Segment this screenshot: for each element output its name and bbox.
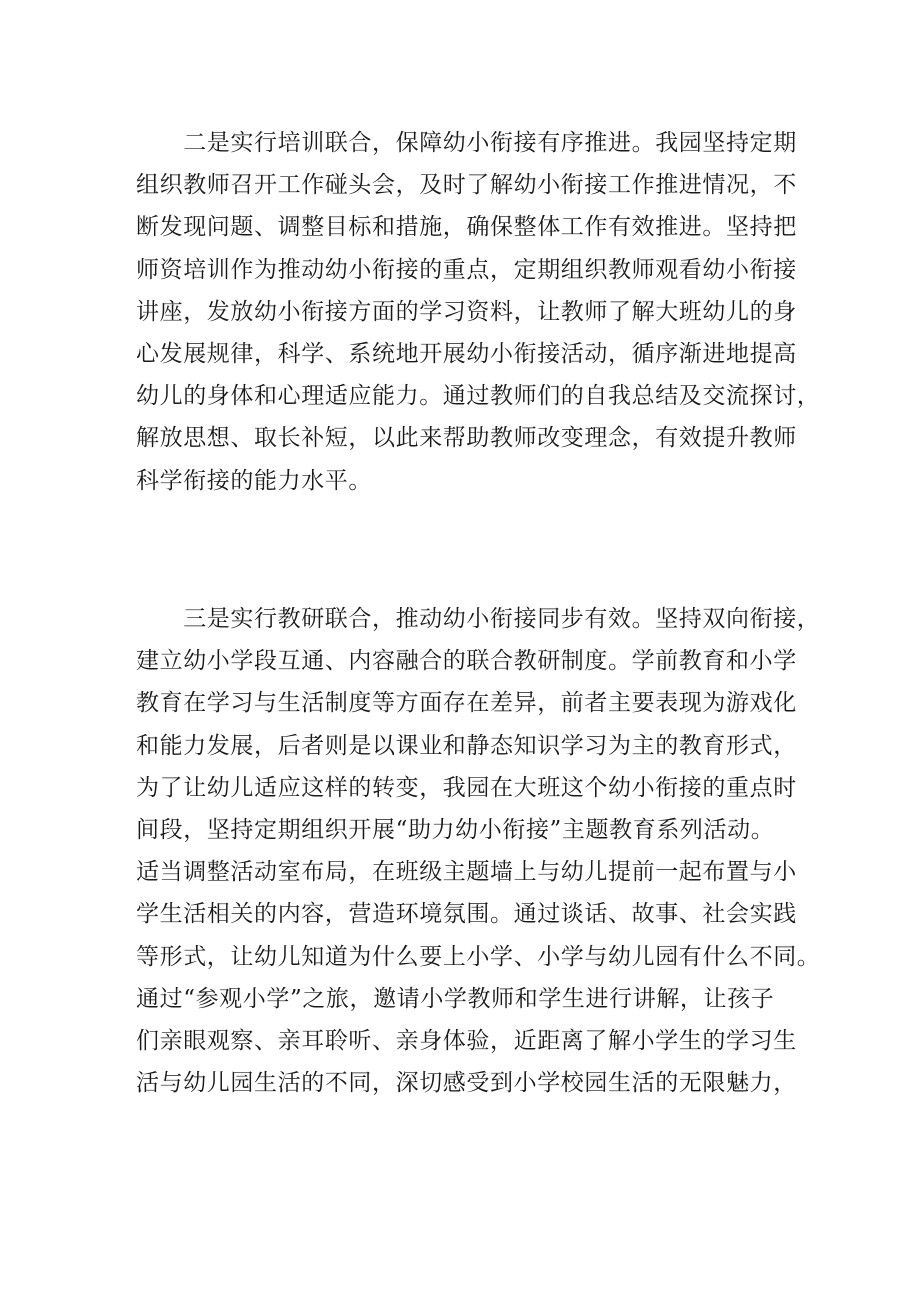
text-line: 通过“参观小学”之旅，邀请小学教师和学生进行讲解，让孩子 bbox=[136, 985, 775, 1012]
text-line: 断发现问题、调整目标和措施，确保整体工作有效推进。坚持把 bbox=[136, 214, 797, 241]
text-line: 为了让幼儿适应这样的转变，我园在大班这个幼小衔接的重点时 bbox=[136, 774, 797, 801]
text-line: 间段，坚持定期组织开展“助力幼小衔接”主题教育系列活动。 bbox=[136, 816, 775, 843]
paragraph-training-cooperation bbox=[136, 122, 821, 502]
text-line: 教育在学习与生活制度等方面存在差异，前者主要表现为游戏化 bbox=[136, 690, 797, 717]
text-line: 讲座，发放幼小衔接方面的学习资料，让教师了解大班幼儿的身 bbox=[136, 298, 797, 325]
text-line: 学生活相关的内容，营造环境氛围。通过谈话、故事、社会实践 bbox=[136, 901, 797, 928]
text-line: 师资培训作为推动幼小衔接的重点，定期组织教师观看幼小衔接 bbox=[136, 256, 797, 283]
text-line: 们亲眼观察、亲耳聆听、亲身体验，近距离了解小学生的学习生 bbox=[136, 1027, 797, 1054]
text-line: 幼儿的身体和心理适应能力。通过教师们的自我总结及交流探讨， bbox=[136, 383, 821, 410]
text-line: 二是实行培训联合，保障幼小衔接有序推进。我园坚持定期 bbox=[136, 130, 797, 156]
text-line: 等形式，让幼儿知道为什么要上小学、小学与幼儿园有什么不同。 bbox=[136, 943, 821, 970]
text-line: 适当调整活动室布局，在班级主题墙上与幼儿提前一起布置与小 bbox=[136, 859, 797, 886]
paragraph-research-cooperation bbox=[136, 598, 821, 1104]
text-line: 和能力发展，后者则是以课业和静态知识学习为主的教育形式， bbox=[136, 732, 797, 759]
text-line: 心发展规律，科学、系统地开展幼小衔接活动，循序渐进地提高 bbox=[136, 340, 797, 367]
text-line: 三是实行教研联合，推动幼小衔接同步有效。坚持双向衔接， bbox=[136, 606, 821, 632]
text-line: 解放思想、取长补短，以此来帮助教师改变理念，有效提升教师 bbox=[136, 425, 797, 452]
text-line: 建立幼小学段互通、内容融合的联合教研制度。学前教育和小学 bbox=[136, 648, 797, 675]
text-line: 活与幼儿园生活的不同，深切感受到小学校园生活的无限魅力， bbox=[136, 1070, 797, 1097]
text-line: 组织教师召开工作碰头会，及时了解幼小衔接工作推进情况，不 bbox=[136, 172, 797, 199]
text-line: 科学衔接的能力水平。 bbox=[136, 467, 372, 494]
